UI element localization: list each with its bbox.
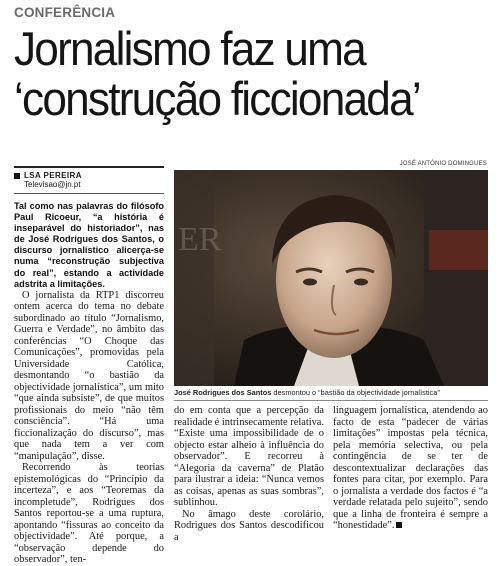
photo-credit: JOSÉ ANTÓNIO DOMINGUES	[399, 161, 487, 167]
body-paragraph: Recorrendo às teorias epistemológicas do “Princípio da incerteza”, e aos “Teoremas da incompletude”, Rodrigues dos Santos reportou-se a uma ruptura, apontando “fissuras ao conceito da objectividade”. Até porque, a “observação depende do observador”, ten-	[14, 462, 164, 566]
body-paragraph: O jornalista da RTP1 discorreu ontem acerca do tema no debate subordinado ao título “Jornalismo, Guerra e Verdade”, no âmbito das conferências “O Choque das Comunicações”, promovidas pela Universidade Católica, desmontando “o bastião da objectividade jornalística”, um mito “que ainda subsiste”, de que muitos profissionais do meio “não têm consciência”. “Há uma ficcionalização do discurso”, mas que nada tem a ver com “manipulação”, disse.	[14, 289, 164, 462]
author-name: LSA PEREIRA	[24, 171, 82, 180]
headline	[14, 24, 465, 124]
body-paragraph: No âmago deste corolário, Rodrigues dos Santos descodificou a	[174, 508, 324, 543]
end-square-icon	[396, 522, 402, 528]
caption-rule	[174, 400, 488, 401]
byline-author	[14, 171, 164, 180]
svg-text:ER: ER	[178, 221, 222, 258]
byline	[14, 166, 164, 194]
section-label: CONFERÊNCIA	[14, 5, 116, 20]
photo-caption	[174, 388, 488, 397]
byline-rule-bottom	[14, 193, 164, 194]
body-paragraph-text: linguagem jornalística, atendendo ao facto de esta “padecer de várias limitações” impostas pela técnica, pela memória selectiva, ou pela contingência de se ter de descontextualizar declarações das fontes para citar, por exemplo. Para o jornalista a verdade dos factos é “a verdade relatada pelo sujeito”, sendo que a linha de fronteira é sempre a “honestidade”.	[333, 405, 488, 531]
body-paragraph: do em conta que a percepção da realidade é intrinsecamente relativa. “Existe uma impossibilidade de o objecto estar alheio à influência do observador”. E recorreu à “Alegoria da caverna” de Platão para ilustrar a ideia: “Nunca vemos as coisas, apenas as suas sombras”, sublinhou.	[174, 405, 325, 508]
lead-paragraph: Tal como nas palavras do filósofo Paul Ricoeur, “a história é inseparável do historiador”, nas de José Rodrigues dos Santos, o discurso jornalístico alicerça-se numa “reconstrução subjectiva do real”, estando a actividade adstrita a limitações.	[14, 201, 164, 289]
byline-rule	[14, 166, 164, 168]
author-email: Televisao@jn.pt	[24, 180, 81, 189]
body-paragraph-final	[333, 405, 488, 532]
portrait-photo-icon	[174, 170, 488, 386]
headline-line-2: ‘construção ficcionada’	[14, 72, 420, 125]
column-3	[333, 405, 488, 532]
headline-line-1: Jornalismo faz uma	[14, 22, 365, 75]
square-bullet-icon	[14, 173, 20, 179]
portrait-photo	[174, 170, 488, 386]
column-2	[174, 405, 324, 543]
caption-text: desmontou o “bastião da objectividade jornalística”	[271, 388, 440, 397]
column-1	[14, 201, 164, 566]
caption-name: José Rodrigues dos Santos	[174, 388, 272, 397]
